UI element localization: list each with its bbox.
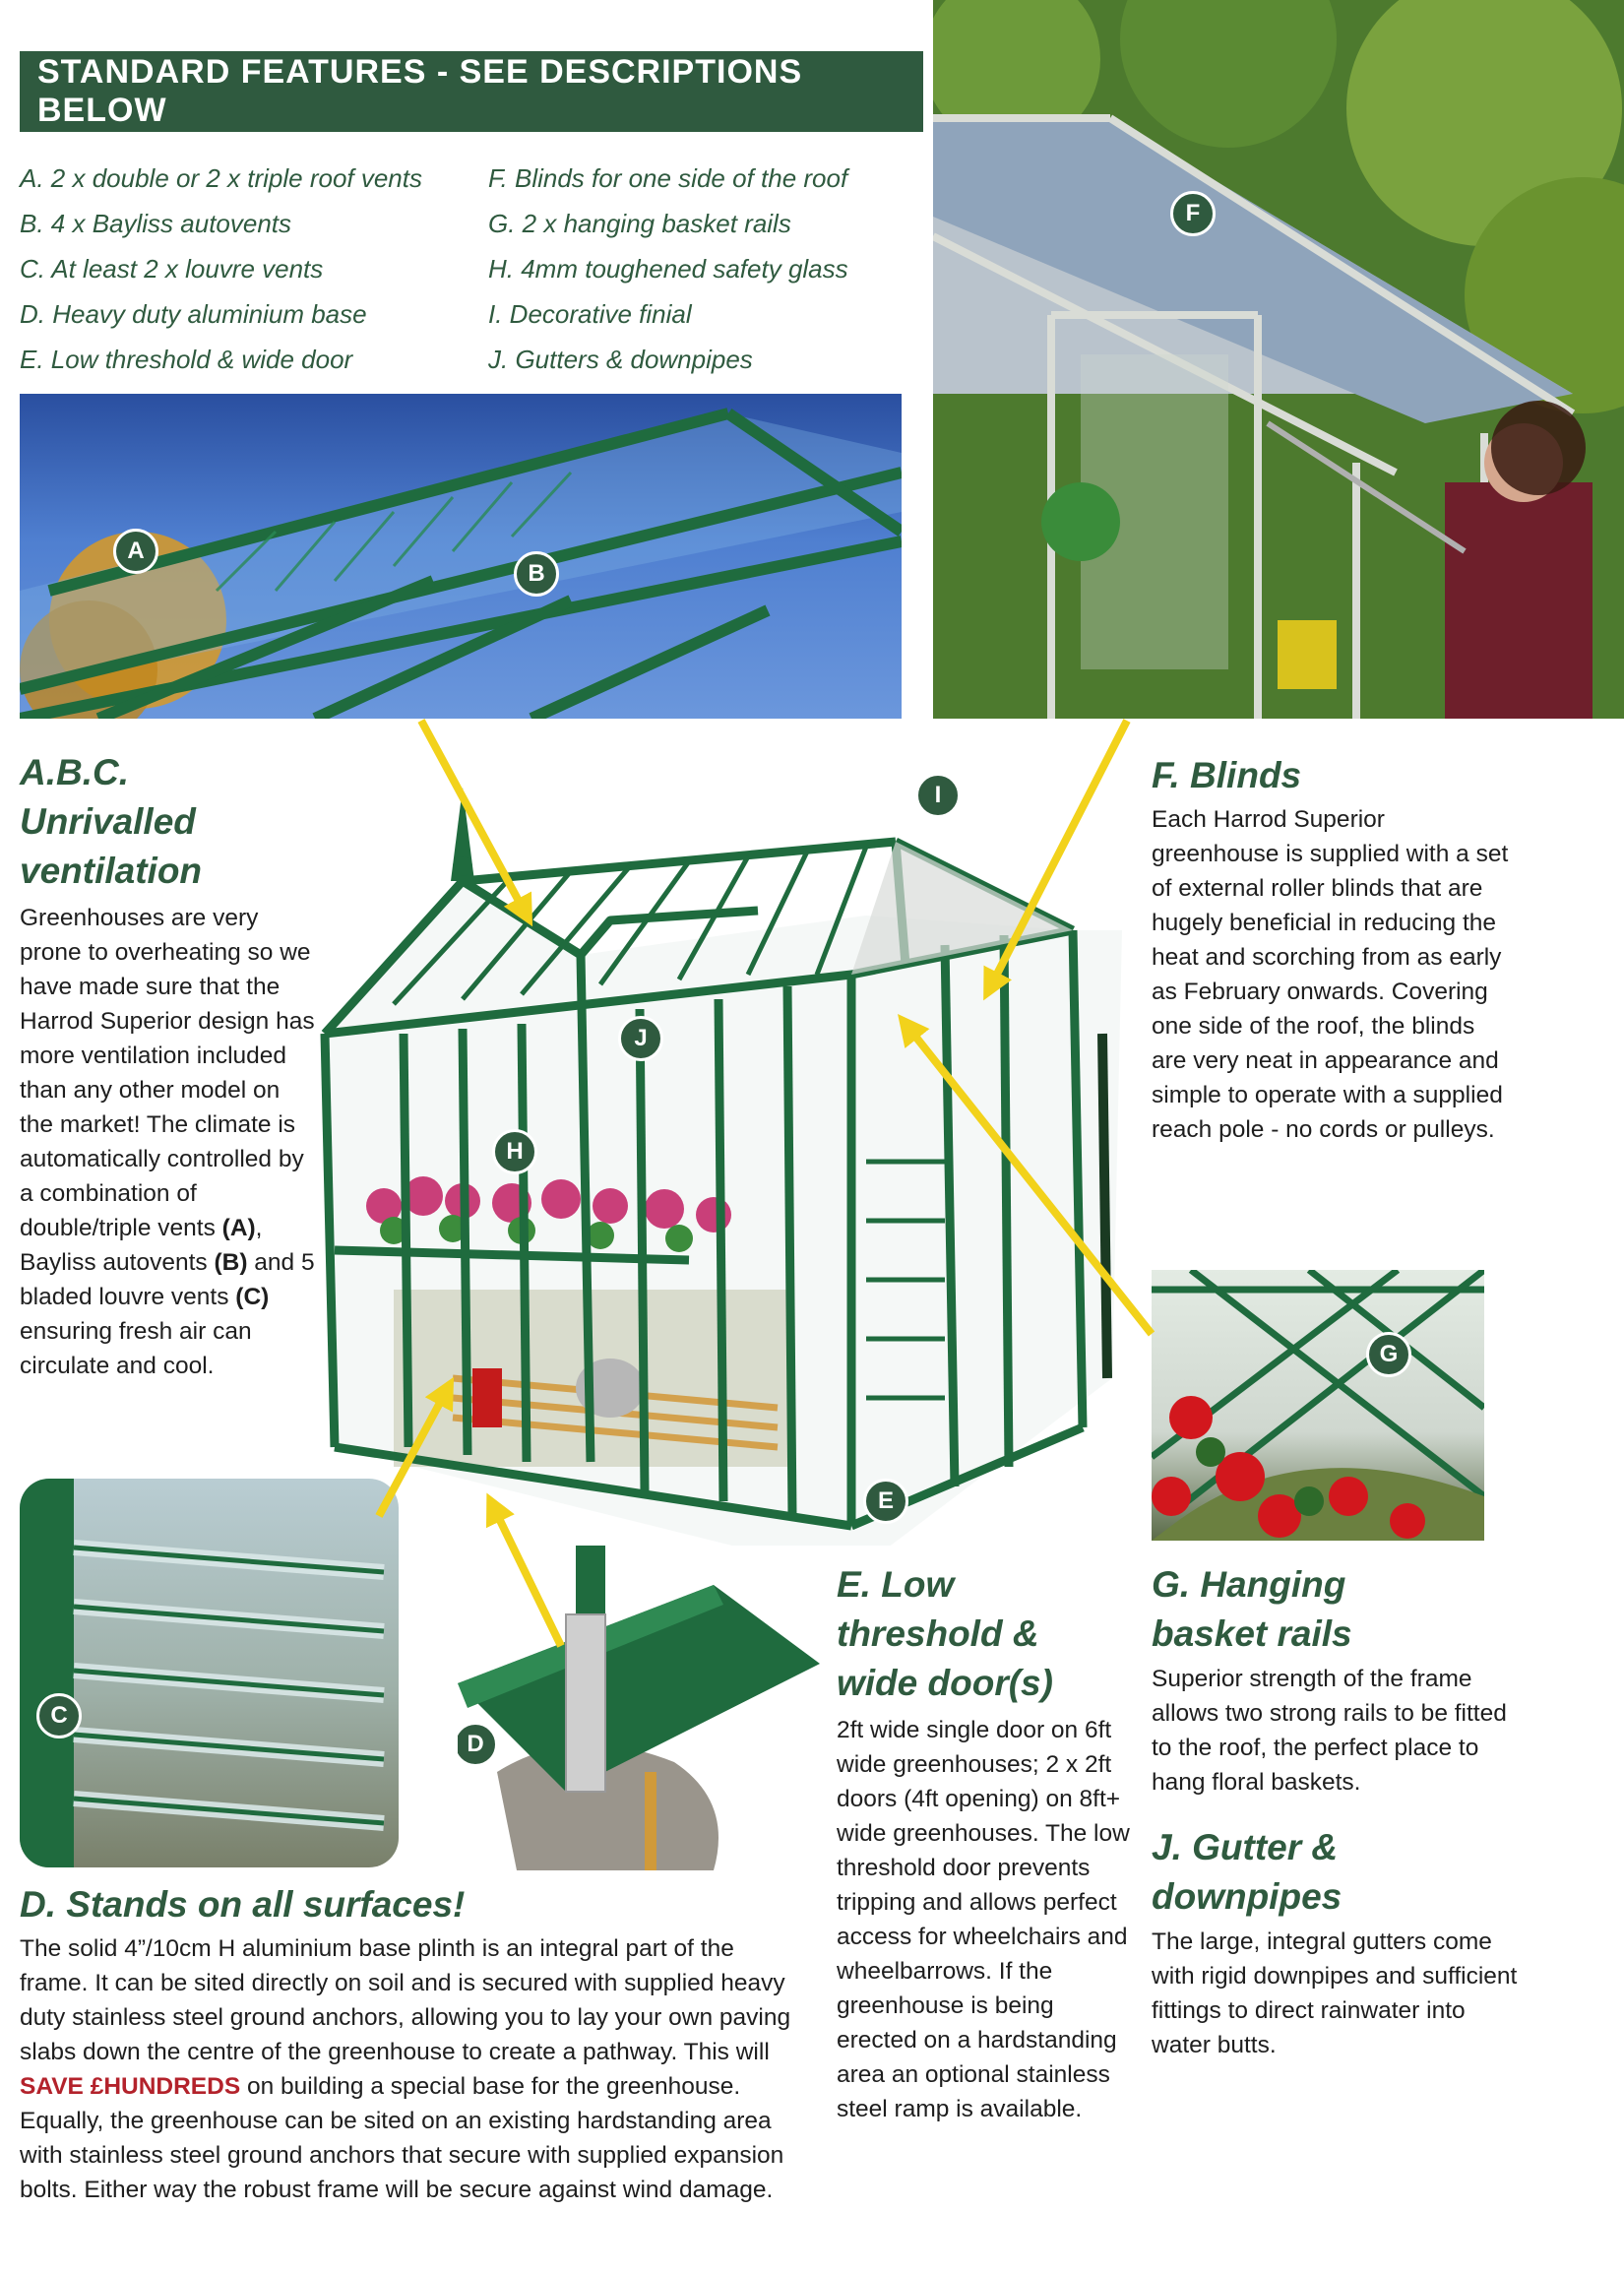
ventilation-body: [20, 901, 315, 1383]
badge-a: A: [113, 529, 158, 574]
blinds-photo: [933, 0, 1624, 719]
feature-item: F. Blinds for one side of the roof: [488, 163, 848, 193]
badge-i: I: [915, 773, 961, 818]
save-highlight: SAVE £HUNDREDS: [20, 2073, 241, 2100]
feature-item: D. Heavy duty aluminium base: [20, 299, 367, 329]
stands-heading: D. Stands on all surfaces!: [20, 1884, 466, 1925]
heading-line: A.B.C.: [20, 752, 129, 792]
heading-line: basket rails: [1152, 1613, 1352, 1654]
heading-line: ventilation: [20, 851, 203, 891]
ventilation-text: Greenhouses are very prone to overheating so we have made sure that the Harrod Superior design has more ventilation included than any other model on the market! The climate is automatically controlled by a combination of double/triple vents: [20, 905, 315, 1241]
badge-f: F: [1170, 191, 1216, 236]
features-list-right: [488, 156, 921, 382]
threshold-body: 2ft wide single door on 6ft wide greenhouses; 2 x 2ft doors (4ft opening) on 8ft+ wide greenhouses. The low threshold door prevents tripping and allows perfect access for wheelchairs and wheelbarrows. If the greenhouse is being erected on a hardstanding area an optional stainless steel ramp is available.: [837, 1717, 1130, 2122]
base-plinth-photo: [458, 1546, 820, 1870]
bold-callout: (C): [235, 1284, 270, 1310]
louvre-vent-photo: [20, 1479, 399, 1867]
blinds-heading: F. Blinds: [1152, 755, 1302, 795]
heading-line: Unrivalled: [20, 801, 196, 842]
feature-item: J. Gutters & downpipes: [488, 345, 753, 374]
ventilation-text: and 5 bladed louvre vents: [20, 1249, 315, 1310]
features-list-left: [20, 156, 482, 382]
hanging-basket-photo: [1152, 1270, 1484, 1541]
feature-item: H. 4mm toughened safety glass: [488, 254, 848, 284]
badge-b: B: [514, 551, 559, 597]
heading-line: G. Hanging: [1152, 1564, 1346, 1605]
feature-item: C. At least 2 x louvre vents: [20, 254, 324, 284]
badge-h: H: [492, 1129, 537, 1174]
feature-item: E. Low threshold & wide door: [20, 345, 353, 374]
bold-callout: (A): [221, 1215, 256, 1241]
features-banner: STANDARD FEATURES - SEE DESCRIPTIONS BELOW: [20, 51, 923, 132]
threshold-heading: [837, 1560, 1132, 1708]
badge-g: G: [1366, 1332, 1411, 1377]
badge-c: C: [36, 1693, 82, 1738]
badge-d: D: [458, 1722, 498, 1767]
heading-line: threshold &: [837, 1613, 1039, 1654]
badge-e: E: [863, 1479, 908, 1524]
heading-line: wide door(s): [837, 1663, 1053, 1703]
heading-line: E. Low: [837, 1564, 955, 1605]
heading-line: J. Gutter &: [1152, 1827, 1339, 1867]
heading-line: downpipes: [1152, 1876, 1343, 1917]
bold-callout: (B): [214, 1249, 248, 1276]
ventilation-text: , Bayliss autovents: [20, 1215, 263, 1276]
ventilation-text: ensuring fresh air can circulate and cool.: [20, 1318, 252, 1379]
hanging-body: Superior strength of the frame allows two strong rails to be fitted to the roof, the perfect place to hang floral baskets.: [1152, 1666, 1507, 1796]
stands-text: The solid 4”/10cm H aluminium base plinth is an integral part of the frame. It can be sited directly on soil and is secured with supplied heavy duty stainless steel ground anchors, allowing you to lay your own paving slabs down the centre of the greenhouse to create a pathway. This will: [20, 1935, 791, 2065]
feature-item: I. Decorative finial: [488, 299, 692, 329]
badge-j: J: [618, 1016, 663, 1061]
hanging-heading: [1152, 1560, 1585, 1659]
gutter-heading: [1152, 1823, 1585, 1922]
ventilation-heading: [20, 748, 315, 896]
stands-body: [20, 1931, 797, 2207]
stands-text: on building a special base for the greenhouse. Equally, the greenhouse can be sited on an existing hardstanding area with stainless steel ground anchors that secure with supplied expansion bolts. Either way the robust frame will be secure against wind damage.: [20, 2073, 784, 2203]
greenhouse-illustration: [315, 738, 1122, 1546]
feature-item: A. 2 x double or 2 x triple roof vents: [20, 163, 422, 193]
feature-item: B. 4 x Bayliss autovents: [20, 209, 292, 238]
roof-vents-photo: [20, 394, 902, 719]
gutter-body: The large, integral gutters come with rigid downpipes and sufficient fittings to direct rainwater into water butts.: [1152, 1928, 1518, 2058]
blinds-body: Each Harrod Superior greenhouse is supplied with a set of external roller blinds that are hugely beneficial in reducing the heat and scorching from as early as February onwards. Covering one side of the roof, the blinds are very neat in appearance and simple to operate with a supplied reach pole - no cords or pulleys.: [1152, 806, 1509, 1143]
feature-item: G. 2 x hanging basket rails: [488, 209, 791, 238]
